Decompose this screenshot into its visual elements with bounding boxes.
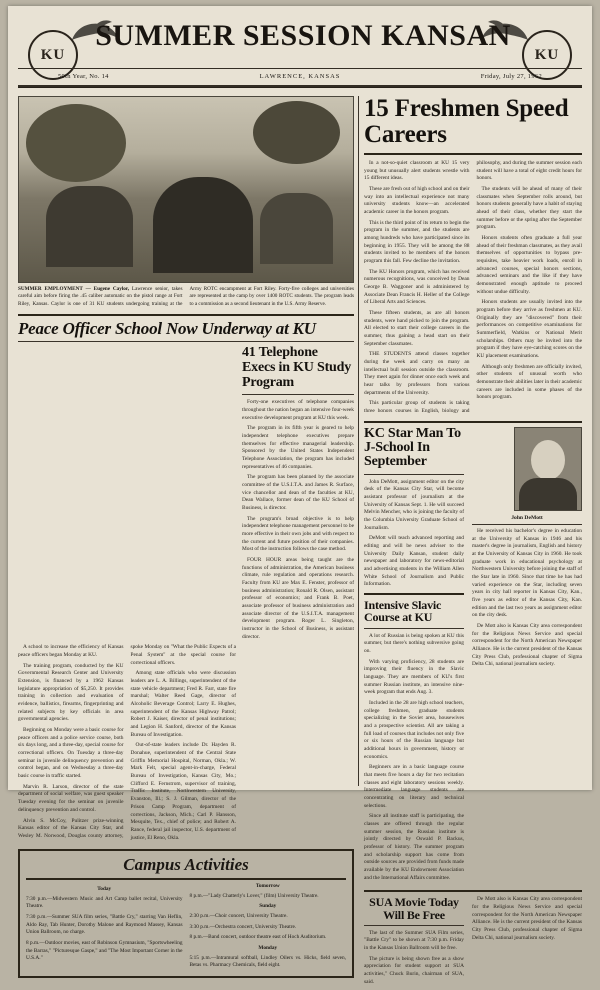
volume-number: 50th Year, No. 14 (58, 73, 109, 80)
ku-seal-left-text: KU (40, 46, 66, 63)
masthead-title: SUMMER SESSION KANSAN (95, 19, 511, 52)
freshmen-p10: Honors students are usually invited into the program before they arrive as freshmen at KU. Originally they are "discovered" from their performances on competitive examinations for Summerfield, Watkins or National Merit scholarships. Others may be invited into the program if they have eye-catching scores on the KU placement examinations. (476, 299, 582, 360)
peace-officer-headline: Peace Officer School Now Underway at KU (18, 318, 316, 338)
newspaper-page (8, 6, 592, 985)
kc-star-body-cont (472, 896, 582, 942)
photo-caption-text: Lawrence senior, takes careful aim before firing the .45 caliber automatic on the pistol range at Fort Riley, Kansas. Caylor is one of 31 KU students undergoing training at the Army ROTC encampment at Fort Riley. Forty-five colleges and universities are represented at the camp by over 1400 ROTC students. The program leads to a commission as a second lieutenant in the U.S. Army Reserve. (18, 286, 354, 307)
peace-p4: Marvin R. Larson, director of the state department of social welfare, was guest speaker Tuesday evening for the seminar on juvenile delinquency prevention and control. (18, 783, 124, 813)
freshmen-p6: THE STUDENTS attend classes together during the week and carry on many an intellectual bull session outside the classroom. They meet again for dinner once each week and hear talks by professors from various departments of the University. (364, 351, 470, 396)
kc-star-headline: KC Star Man To J-School In September (364, 425, 461, 470)
peace-p1: A school to increase the efficiency of Kansas peace officers began Monday at KU. (18, 644, 124, 659)
publication-date: Friday, July 27, 1962 (480, 73, 542, 80)
peace-p6: Among state officials who were discussion leaders are L. A. Billings, superintendent of the state vehicle department; Fred R. Farr, state fire marshal; Walter Reed Gage, director of Alcoholic Beverage Control; Larry E. Hughes, superintendent of the Kansas Highway Patrol; Robert J. Kaiser, director of penal institutions; and Legion H. Sanford, director of the Kansas Bureau of Investigation. (130, 670, 236, 738)
slavic-p3: Included in the 28 are high school teachers, college freshmen, graduate students specializing in the Soviet area, housewives and a prospective scientist. All are taking a full load of courses that includes not only five or six hours of the Russian language but additional hours in government, history or economics. (364, 699, 464, 760)
campus-item: 8 p.m.—Band concert, outdoor theatre east of Hoch Auditorium. (189, 934, 327, 941)
photo-caption (18, 286, 354, 308)
campus-day-label-tomorrow: Tomorrow (255, 882, 280, 889)
publication-city: LAWRENCE, KANSAS (259, 73, 341, 80)
freshmen-p7: This particular group of students is taking three honors courses in English, biology and philosophy, and during the summer session each student will have a total of eight credit hours for honors. (364, 160, 582, 415)
four-hour-note (242, 557, 354, 641)
slavic-p2: With varying proficiency, 28 students are improving their fluency in the Slavic language. They are members of KU's first summer Russian institute, an intensive nine-week program that ends Aug. 3. (364, 658, 464, 696)
four-hour-note-text: FOUR HOUR areas being taught are the functions of administration, the American business climate, rule regulation and operations research. Faculty from KU are Max E. Fenster, professor of business administration; Ronald R. Olsen, assistant professor of economics; and Frank B. Poet, associate professor of business administration and associate director of the U.S.I.T.A. management development program. Roger L. Singleton, instructor in the School of Business, is assistant director. (242, 557, 354, 640)
demott-portrait (514, 427, 582, 511)
freshmen-p2: These are fresh out of high school and on their way into an intellectual experience not many university students know—an accelerated academic career in the honors program. (364, 186, 470, 216)
kc-star-body-right (472, 528, 582, 669)
slavic-p1: A lot of Russian is being spoken at KU this summer, but there's nothing subversive going on. (364, 632, 464, 654)
peace-p3: Beginning on Monday were a basic course for peace officers and a police service course, both six days long, and a three-day, special course for correctional officers. On Tuesday a three-day seminar in juvenile delinquency prevention and control began, and on Wednesday a three-day basic course in traffic started. (18, 727, 124, 780)
masthead (18, 12, 582, 88)
peace-p5: Alvin S. McCoy, Pulitzer prize-winning Kansas editor of the Kansas City Star, and Wesley M. Norwood, Douglas county attorney, spoke Monday on "What the Public Expects of a Penal System" at the special course for correctional officers. (18, 644, 236, 839)
kc-star-body-left (364, 479, 464, 589)
telephone-p2: The program in its fifth year is geared to help independent telephone executives prepare themselves for effective managerial leadership. Sponsored by the United States Independent Telephone Association, the program has included representatives of 46 companies. (242, 425, 354, 470)
sua-p1: The last of the Summer SUA Film series, "Battle Cry" to be shown at 7:30 p.m. Friday in the Kansas Union Ballroom will be free. (364, 929, 464, 952)
campus-item: 7:30 p.m.—Midwestern Music and Art Camp ballet recital, University Theatre. (26, 895, 183, 910)
sua-movie-body (364, 930, 464, 987)
kc-p4-cont: De Mott also is Kansas City area correspondent for the Religious News Service and special correspondent for the North American Newspaper Alliance. He is the current president of the Kansas City Press Club, professional chapter of Sigma Delta Chi, national journalism society. (472, 896, 582, 941)
freshmen-headline: 15 Freshmen Speed Careers (364, 95, 569, 148)
column-divider (358, 96, 359, 786)
ku-seal-right-text: KU (534, 46, 560, 63)
sua-movie-headline: SUA Movie Today Will Be Free (369, 895, 459, 922)
slavic-body (364, 633, 464, 883)
campus-item: 7:30 p.m.—Summer SUA film series, "Battle Cry," starring Van Heflin, Aldo Ray, Tab Hunter, Dorothy Malone and Raymond Massey, Kansas Union Ballroom, no charge. (26, 913, 183, 936)
kc-p4: De Mott also is Kansas City area correspondent for the Religious News Service and special correspondent for the North American Newspaper Alliance. He is the current president of the Kansas City Press Club, professional chapter of Sigma Delta Chi, national journalism society. (472, 622, 582, 668)
freshmen-p9: Honors students often graduate a full year ahead of their freshman classmates, as they avail themselves of opportunities to bypass pre-requisites, take heavier work loads, enroll in advanced courses, special honors sections, advanced seminars and the like if they have demonstrated enough aptitude to proceed without undue difficulty. (476, 235, 582, 295)
portrait-caption: John DeMott (511, 514, 543, 521)
masthead-info-line (18, 68, 582, 87)
rotc-photo (18, 96, 354, 283)
telephone-headline: 41 Telephone Execs in KU Study Program (242, 345, 352, 390)
telephone-p1: Forty-one executives of telephone companies throughout the nation began an intensive four-week executive development program at KU this week. (242, 399, 354, 421)
slavic-p4: Beginners are in a basic language course that meets five hours a day for two recitation classes and eight laboratory sessions weekly. Intermediate language students are concentrating on literary and technical selections. (364, 764, 464, 809)
freshmen-p5: These fifteen students, as are all honors students, were hand picked to join the program. All elected to start their college careers in the summer, thus gaining a head start on their September classmates. (364, 310, 470, 347)
campus-item: 3:30 p.m.—Orchestra concert, University Theatre. (189, 923, 297, 930)
campus-day-label-sunday: Sunday (259, 903, 277, 910)
freshmen-p4: The KU Honors program, which has received numerous recognitions, was conceived by Dean George B. Waggoner and is administered by Associate Dean Francis H. Heller of the College of Liberal Arts and Sciences. (364, 268, 470, 306)
telephone-p3: The program has been planned by the associate committee of the U.S.I.T.A. and James R. Surface, vice chancellor and dean of the faculties at KU, Dean Wallace, former dean of the KU School of Business, is director. (242, 474, 354, 511)
campus-activities-box (18, 849, 354, 978)
freshmen-p1: In a not-so-quiet classroom at KU 15 very young but unusually alert students wrestle with 15 different ideas. (364, 160, 470, 182)
peace-p7: Out-of-state leaders include Dr. Hayden R. Donahue, superintendent of the Central State Griffin Memorial Hospital, Norman, Okla.; W. Mark Felt, special agent-in-charge, Federal Bureau of Investigation, Kansas City, Mo.; Clifford E. Fernstrom, supervisor of training, Traffic Institute, Northwestern University, Evanston, Ill.; S. J. Gilman, director of the Prison Camp Program, department of corrections, Jackson, Mich.; Carl P. Hansson, Mesquite, Tex., chief of police; and Robert A. Rance, federal jail inspector, U.S. department of justice, El Reno, Okla. (130, 742, 236, 841)
kc-p1: John DeMott, assignment editor on the city desk of the Kansas City Star, will become assistant professor of journalism at the University of Kansas Sept. 1. He will succeed Melvin Mencher, who is joining the faculty of the Columbia University Graduate School of Journalism. (364, 478, 464, 531)
freshmen-p3: This is the third point of its return to begin the program in the summer, and the students are among hundreds who have participated since its beginning in 1955. They will be among the 88 students invited to be members of the honors program this fall. Few decline the invitation. (364, 219, 470, 265)
slavic-p5: Since all institute staff is participating, the classes are offered through the regular summer session, the Russian institute is jointly directed by Oswald P. Backus, professor of history. The summer program and scholarship support has come from outside sources are provided from funds made available by the KU Endowment Association and the International Affairs committee. (364, 813, 464, 881)
campus-item: 2:30 p.m.—Choir concert, University Theatre. (189, 912, 288, 919)
campus-day-label-monday: Monday (258, 944, 278, 951)
sua-p2: The picture is being shown free as a show appreciation for student support at SUA activities," Chuck Burin, chairman of SUA, said. (364, 955, 464, 985)
freshmen-body (364, 160, 582, 416)
telephone-body (242, 399, 354, 554)
freshmen-p8: The students will be ahead of many of their classmates when September rolls around, but honors students generally have a habit of staying ahead of their class, whether they start the summer before or the spring after the September program. (476, 186, 582, 231)
slavic-headline: Intensive Slavic Course at KU (364, 598, 442, 625)
kc-p2: DeMott will teach advanced reporting and editing and will be news adviser to the University Daily Kansan, student daily newspaper and laboratory for news-editorial and advertising students in the William Allen White School of Journalism and Public Information. (364, 535, 464, 588)
peace-officer-body (18, 644, 236, 842)
peace-p2: The training program, conducted by the KU Governmental Research Center and University Extension, is financed by a 1962 Kansas legislature appropriation of $5,250. It provides training in collection and evaluation of evidence, ballistics, firearms, fingerprinting and related subjects by key officials in area governmental agencies. (18, 662, 124, 723)
left-section (18, 96, 354, 978)
freshmen-p11: Although only freshmen are officially invited, other students of unusual worth who demonstrate their abilities later in their academic careers are included in some phases of the honors program. (476, 363, 582, 401)
campus-day-label-today: Today (97, 885, 112, 892)
campus-item: 8 p.m.—Outdoor movies, east of Robinson Gymnasium, "Sportswheeling the Barras," "Picturesque Gaspe," and "The Most Important Corner in the U.S.A." (26, 939, 183, 962)
photo-caption-lead: SUMMER EMPLOYMENT — Eugene Caylor, (18, 286, 130, 292)
campus-item: 8 p.m.—"Lady Chatterly's Lover," (film) University Theatre. (189, 892, 319, 899)
kc-p3: He received his bachelor's degree in education at the University of Kansas in 1946 and his master's degree in journalism, English and history at the University of Kansas City in 1960. He took graduate work in educational psychology at Northwestern University before joining the staff of the Star late in 1960. Since that time he has had varied experience on the Star, including seven years in city hall reporter in Kansas City, Kan., five years as editor of the Kansas City, Kan. edition and the last two years as assignment editor on the city desk. (472, 527, 582, 619)
telephone-p4: The program's broad objective is to help independent telephone management personnel to be more effective in their own jobs and with respect to the current and future position of their companies. Most of the instruction follows the case method. (242, 515, 354, 553)
campus-item: 5:15 p.m.—Intramural softball, Lindley Oilers vs. Hicks, field seven, Betas vs. Pharmacy Chemicals, field eight. (189, 954, 346, 969)
right-section (364, 96, 582, 990)
campus-activities-title: Campus Activities (123, 854, 249, 874)
